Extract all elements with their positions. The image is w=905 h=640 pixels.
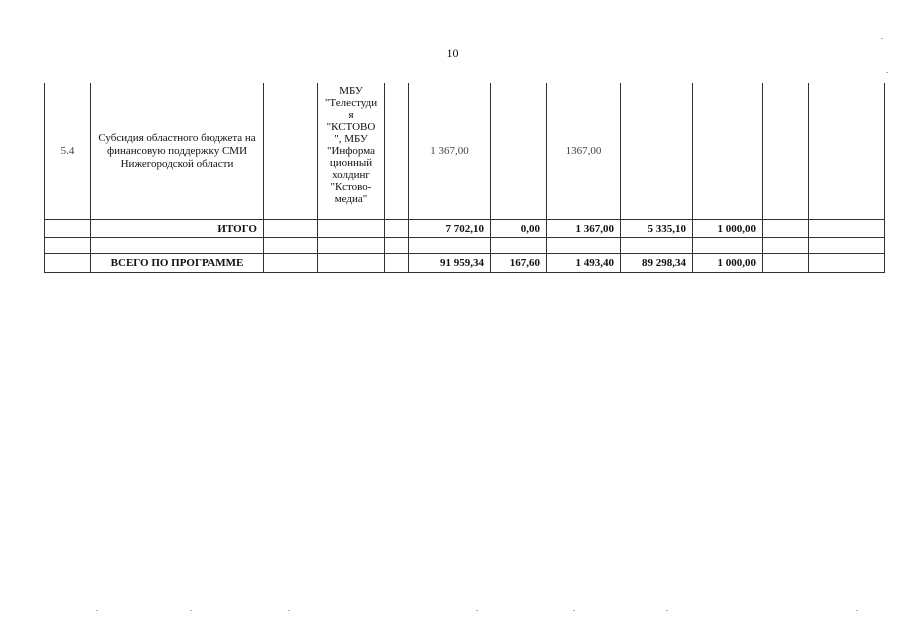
table-row-itogo [45,220,885,238]
scan-speck [476,610,478,611]
federal-amount [491,83,547,220]
empty-cell [385,83,409,220]
itogo-label: ИТОГО [91,220,264,238]
itogo-regional: 1 367,00 [547,220,621,238]
scan-speck [856,610,858,611]
empty-cell [763,254,809,273]
program-budget-table [44,83,885,273]
row-number: 5.4 [45,83,91,220]
total-amount: 1 367,00 [409,83,491,220]
itogo-local: 5 335,10 [621,220,693,238]
empty-cell [809,220,885,238]
scan-speck [666,610,668,611]
empty-cell [763,83,809,220]
empty-cell [45,254,91,273]
scan-speck [288,610,290,611]
empty-cell [45,220,91,238]
measure-name: Субсидия областного бюджета на финансовую поддержку СМИ Нижегородской области [91,83,264,220]
empty-cell [809,83,885,220]
program-total-amount: 91 959,34 [409,254,491,273]
empty-cell [264,83,318,220]
program-other-amount: 1 000,00 [693,254,763,273]
scan-speck [573,610,575,611]
other-amount [693,83,763,220]
scan-speck [96,610,98,611]
page-number: 10 [446,46,459,60]
scan-speck [881,38,883,39]
program-regional-amount: 1 493,40 [547,254,621,273]
itogo-federal: 0,00 [491,220,547,238]
program-table-wrapper [44,83,885,273]
empty-cell [385,254,409,273]
scan-speck [190,610,192,611]
empty-cell [763,220,809,238]
regional-amount: 1367,00 [547,83,621,220]
local-amount [621,83,693,220]
scan-speck [886,72,888,73]
table-row-program-total [45,254,885,273]
empty-cell [385,220,409,238]
empty-cell [318,220,385,238]
table-row-5-4 [45,83,885,220]
empty-cell [318,254,385,273]
program-total-label: ВСЕГО ПО ПРОГРАММЕ [91,254,264,273]
empty-cell [264,220,318,238]
itogo-other: 1 000,00 [693,220,763,238]
program-federal-amount: 167,60 [491,254,547,273]
itogo-total: 7 702,10 [409,220,491,238]
table-row-empty [45,238,885,254]
empty-cell [809,254,885,273]
executor-cell: МБУ "Телестуди я "КСТОВО ", МБУ "Информа ционный холдинг "Кстово- медиа" [318,83,385,220]
empty-cell [264,254,318,273]
program-local-amount: 89 298,34 [621,254,693,273]
